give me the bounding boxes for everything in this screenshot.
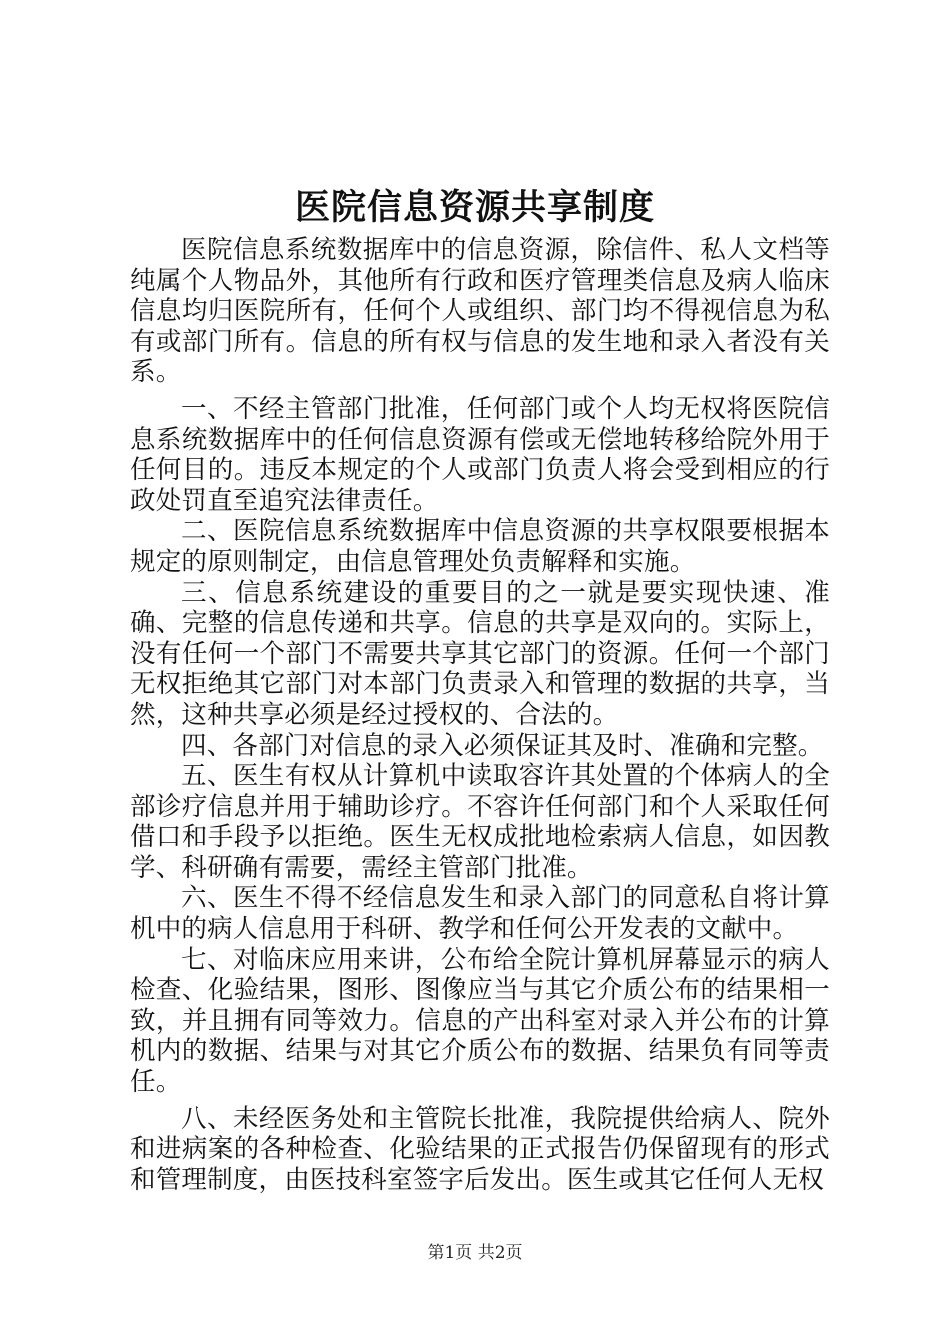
paragraph-6: 六、医生不得不经信息发生和录入部门的同意私自将计算机中的病人信息用于科研、教学和任何公开发表的文献中。 <box>130 883 830 945</box>
page-number-footer: 第1页 共2页 <box>427 1243 523 1263</box>
paragraph-5: 五、医生有权从计算机中读取容许其处置的个体病人的全部诊疗信息并用于辅助诊疗。不容许任何部门和个人采取任何借口和手段予以拒绝。医生无权成批地检索病人信息，如因教学、科研确有需要，需经主管部门批准。 <box>130 761 830 883</box>
paragraph-1: 一、不经主管部门批准，任何部门或个人均无权将医院信息系统数据库中的任何信息资源有偿或无偿地转移给院外用于任何目的。违反本规定的个人或部门负责人将会受到相应的行政处罚直至追究法律责任。 <box>130 393 830 516</box>
paragraph-3: 三、信息系统建设的重要目的之一就是要实现快速、准确、完整的信息传递和共享。信息的共享是双向的。实际上，没有任何一个部门不需要共享其它部门的资源。任何一个部门无权拒绝其它部门对本部门负责录入和管理的数据的共享，当然，这种共享必须是经过授权的、合法的。 <box>130 577 830 730</box>
paragraph-7: 七、对临床应用来讲，公布给全院计算机屏幕显示的病人检查、化验结果，图形、图像应当与其它介质公布的结果相一致，并且拥有同等效力。信息的产出科室对录入并公布的计算机内的数据、结果与对其它介质公布的数据、结果负有同等责任。 <box>130 944 830 1098</box>
document-title: 医院信息资源共享制度 <box>294 187 655 228</box>
document-body <box>130 235 830 1195</box>
paragraph-intro: 医院信息系统数据库中的信息资源，除信件、私人文档等纯属个人物品外，其他所有行政和医疗管理类信息及病人临床信息均归医院所有，任何个人或组织、部门均不得视信息为私有或部门所有。信息的所有权与信息的发生地和录入者没有关系。 <box>130 235 830 388</box>
paragraph-4: 四、各部门对信息的录入必须保证其及时、准确和完整。 <box>181 730 824 761</box>
paragraph-2: 二、医院信息系统数据库中信息资源的共享权限要根据本规定的原则制定，由信息管理处负责解释和实施。 <box>130 516 830 577</box>
paragraph-8: 八、未经医务处和主管院长批准，我院提供给病人、院外和进病案的各种检查、化验结果的正式报告仍保留现有的形式和管理制度，由医技科室签字后发出。医生或其它任何人无权 <box>130 1103 830 1195</box>
